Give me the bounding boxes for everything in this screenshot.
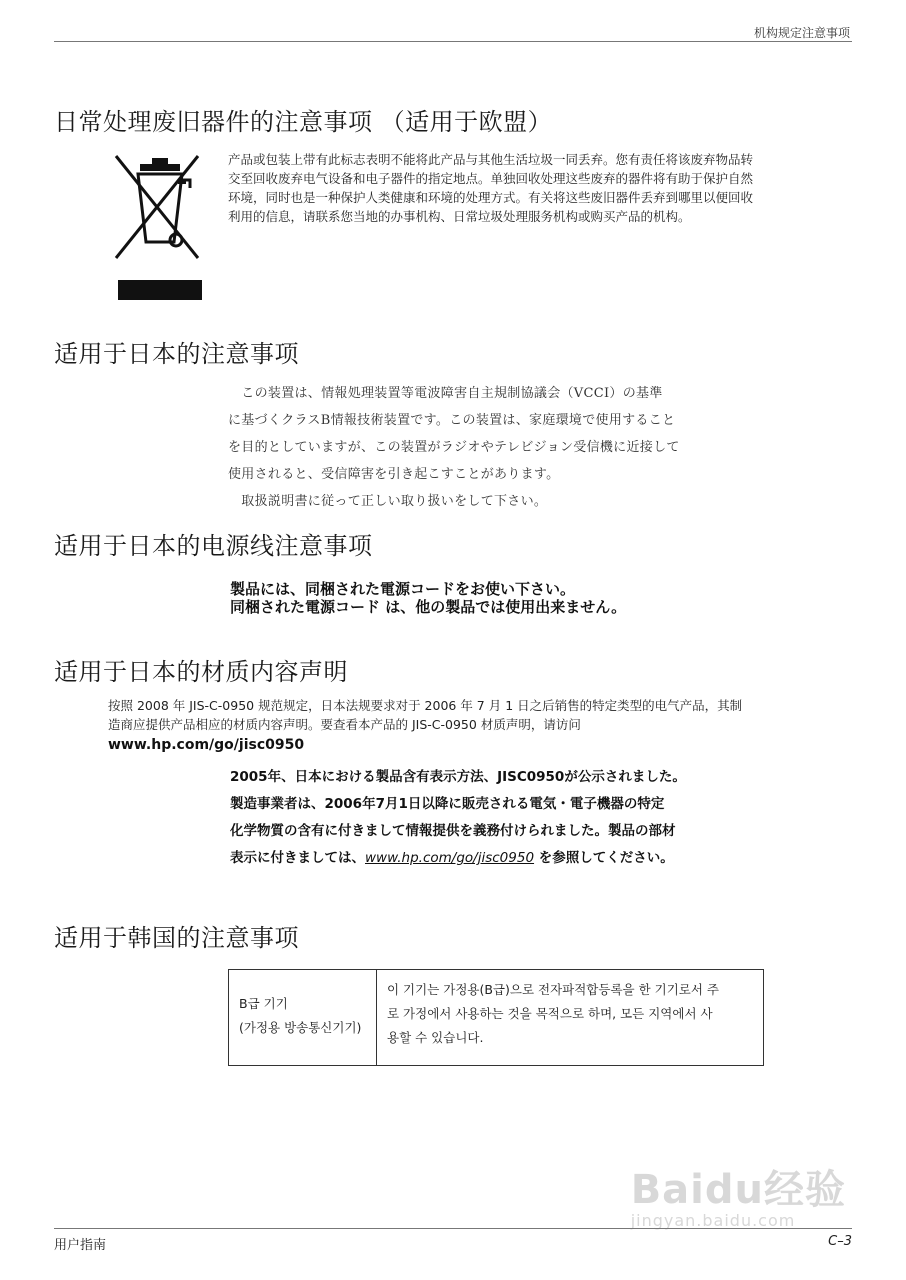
running-header: 机构规定注意事项 bbox=[753, 26, 850, 40]
power-cord-statement bbox=[230, 580, 626, 616]
header-rule bbox=[54, 41, 852, 42]
heading-japan-notice: 适用于日本的注意事项 bbox=[54, 340, 299, 368]
korea-desc-line: 용할 수 있습니다. bbox=[387, 1030, 484, 1045]
watermark-brand: Baidu经验 bbox=[630, 1167, 846, 1213]
footer-guide-label: 用户指南 bbox=[54, 1238, 107, 1253]
vcci-line: この装置は、情報処理装置等電波障害自主規制協議会（VCCI）の基準 bbox=[228, 386, 663, 401]
heading-eu-disposal: 日常处理废旧器件的注意事项 （适用于欧盟） bbox=[54, 108, 553, 136]
material-line: 按照 2008 年 JIS-C-0950 规范规定，日本法规要求对于 2006 年 7 月 1 日之后销售的特定类型的电气产品，其制 bbox=[108, 698, 743, 713]
material-paragraph bbox=[108, 696, 858, 734]
eu-line: 交至回收废弃电气设备和电子器件的指定地点。单独回收处理这些废弃的器件将有助于保护自然 bbox=[228, 171, 754, 186]
vcci-line: に基づくクラスB情報技術装置です。この装置は、家庭環境で使用すること bbox=[228, 413, 676, 428]
crossed-out-wheelie-bin-icon bbox=[108, 150, 204, 302]
jisc-line: 製造事業者は、2006年7月1日以降に販売される電気・電子機器の特定 bbox=[230, 796, 665, 812]
jisc-line: 化学物質の含有に付きまして情報提供を義務付けられました。製品の部材 bbox=[230, 823, 676, 839]
baidu-watermark bbox=[631, 1158, 846, 1230]
jisc-line-last bbox=[230, 845, 770, 872]
heading-japan-material: 适用于日本的材质内容声明 bbox=[54, 658, 348, 686]
power-cord-line: 製品には、同梱された電源コードをお使い下さい。 bbox=[230, 580, 576, 598]
jisc-last-suffix: を参照してください。 bbox=[534, 850, 674, 866]
watermark-url: jingyan.baidu.com bbox=[630, 1211, 796, 1230]
eu-line: 利用的信息，请联系您当地的办事机构、日常垃圾处理服务机构或购买产品的机构。 bbox=[228, 209, 691, 224]
jisc-line: 2005年、日本における製品含有表示方法、JISC0950が公示されました。 bbox=[230, 769, 686, 785]
eu-line: 产品或包装上带有此标志表明不能将此产品与其他生活垃圾一同丢弃。您有责任将该废弃物品转 bbox=[228, 152, 754, 167]
jisc-url-link[interactable]: www.hp.com/go/jisc0950 bbox=[365, 850, 535, 866]
material-line: 造商应提供产品相应的材质内容声明。要查看本产品的 JIS-C-0950 材质声明，请访问 bbox=[108, 717, 581, 732]
korea-desc-line: 로 가정에서 사용하는 것을 목적으로 하며, 모든 지역에서 사 bbox=[387, 1006, 713, 1021]
eu-line: 环境，同时也是一种保护人类健康和环境的处理方式。有关将这些废旧器件丢弃到哪里以便回收 bbox=[228, 190, 754, 205]
korea-desc-line: 이 기기는 가정용(B급)으로 전자파적합등록을 한 기기로서 주 bbox=[387, 982, 719, 997]
jisc-statement-image bbox=[230, 764, 770, 872]
eu-paragraph bbox=[228, 150, 848, 226]
vcci-statement-image bbox=[228, 380, 698, 515]
korea-description-cell bbox=[377, 970, 763, 1065]
jisc-last-prefix: 表示に付きましては、 bbox=[230, 850, 365, 866]
vcci-line: を目的としていますが、この装置がラジオやテレビジョン受信機に近接して bbox=[228, 440, 680, 455]
page-number: C–3 bbox=[828, 1234, 852, 1249]
power-cord-line: 同梱された電源コード は、他の製品では使用出来ません。 bbox=[230, 598, 627, 616]
korea-class-line: (가정용 방송통신기기) bbox=[239, 1020, 362, 1035]
heading-korea-notice: 适用于韩国的注意事项 bbox=[54, 924, 299, 952]
vcci-line: 取扱説明書に従って正しい取り扱いをして下さい。 bbox=[228, 494, 548, 509]
material-url-link[interactable]: www.hp.com/go/jisc0950 bbox=[108, 737, 305, 753]
heading-japan-power-cord: 适用于日本的电源线注意事项 bbox=[54, 532, 373, 560]
korea-class-line: B급 기기 bbox=[239, 996, 288, 1011]
footer-rule bbox=[54, 1228, 852, 1229]
korea-class-cell bbox=[229, 970, 377, 1065]
vcci-line: 使用されると、受信障害を引き起こすことがあります。 bbox=[228, 467, 560, 482]
korea-class-b-table bbox=[228, 969, 764, 1066]
